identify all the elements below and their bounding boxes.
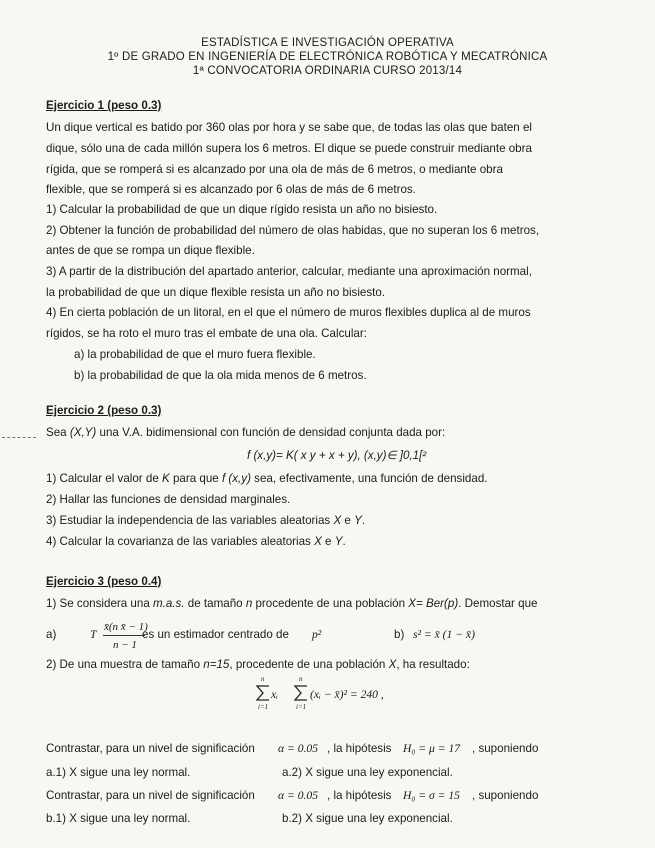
exam-degree-title: 1º DE GRADO EN INGENIERÍA DE ELECTRÓNICA ROBÓTICA Y MECATRÓNICA bbox=[107, 51, 548, 63]
exercise-2-title: Ejercicio 2 (peso 0.3) bbox=[46, 404, 162, 417]
contrast-2-alpha: α = 0.05 bbox=[278, 789, 318, 802]
contrast-2-hypothesis-label: , la hipótesis bbox=[327, 789, 392, 802]
sum-1-lower-limit: i=1 bbox=[258, 703, 269, 711]
estimator-symbol: T bbox=[90, 628, 97, 641]
estimator-fraction-denominator: n − 1 bbox=[113, 639, 137, 651]
exercise-1-subquestion-a: a) la probabilidad de que el muro fuera flexible. bbox=[74, 348, 316, 361]
exercise-1-question-2-cont: antes de que se rompa un dique flexible. bbox=[46, 244, 255, 257]
exercise-3-part-b-formula: s² = x̄ (1 − x̄) bbox=[413, 628, 475, 641]
exercise-1-text-line: Un dique vertical es batido por 360 olas por hora y se sabe que, de todas las olas que baten el bbox=[46, 121, 532, 134]
case-b1: b.1) X sigue una ley normal. bbox=[46, 812, 191, 825]
contrast-1-text: Contrastar, para un nivel de significación bbox=[46, 742, 255, 755]
contrast-1-suffix: , suponiendo bbox=[472, 742, 539, 755]
exercise-1-question-3: 3) A partir de la distribución del apartado anterior, calcular, mediante una aproximación normal, bbox=[46, 265, 532, 278]
exam-session-title: 1ª CONVOCATORIA ORDINARIA CURSO 2013/14 bbox=[192, 65, 463, 77]
exercise-2-question-2: 2) Hallar las funciones de densidad marginales. bbox=[46, 493, 291, 506]
exercise-1-question-1: 1) Calcular la probabilidad de que un dique rígido resista un año no bisiesto. bbox=[46, 203, 438, 216]
sum-2-upper-limit: n bbox=[299, 675, 303, 683]
contrast-1-hypothesis-label: , la hipótesis bbox=[327, 742, 392, 755]
exercise-1-text-line: rígida, que se romperá si es alcanzado por una ola de más de 6 metros, o mediante obra bbox=[46, 163, 503, 176]
exercise-3-part-a-text: es un estimador centrado de bbox=[142, 628, 289, 641]
exercise-3-question-2: 2) De una muestra de tamaño n=15, procedente de una población X, ha resultado: bbox=[46, 658, 470, 671]
exercise-1-question-3-cont: la probabilidad de que un dique flexible resista un año no bisiesto. bbox=[46, 286, 386, 299]
sum-1-term: xᵢ bbox=[271, 688, 278, 701]
exercise-1-text-line: dique, sólo una de cada millón supera los 6 metros. El dique se puede construir mediante obra bbox=[46, 142, 532, 155]
exam-subject-title: ESTADÍSTICA E INVESTIGACIÓN OPERATIVA bbox=[201, 37, 454, 49]
exercise-1-question-4-cont: rígidos, se ha roto el muro tras el embate de una ola. Calcular: bbox=[46, 327, 367, 340]
parameter-p-squared: p² bbox=[312, 628, 322, 641]
case-b2: b.2) X sigue una ley exponencial. bbox=[282, 812, 453, 825]
exercise-2-question-4: 4) Calcular la covarianza de las variables aleatorias X e Y. bbox=[46, 535, 346, 548]
exercise-1-question-2: 2) Obtener la función de probabilidad del número de olas habidas, que no superan los 6 metros, bbox=[46, 224, 540, 237]
contrast-2-suffix: , suponiendo bbox=[472, 789, 539, 802]
exercise-1-subquestion-b: b) la probabilidad de que la ola mida menos de 6 metros. bbox=[74, 369, 367, 382]
case-a2: a.2) X sigue una ley exponencial. bbox=[282, 766, 453, 779]
exercise-2-question-1: 1) Calcular el valor de K para que f (x,y) sea, efectivamente, una función de densidad. bbox=[46, 472, 488, 485]
exercise-3-part-a-label: a) bbox=[46, 628, 57, 641]
contrast-2-text: Contrastar, para un nivel de significación bbox=[46, 789, 255, 802]
exercise-3-question-1: 1) Se considera una m.a.s. de tamaño n procedente de una población X= Ber(p). Demostar que bbox=[46, 597, 538, 610]
exercise-3-part-b-label: b) bbox=[394, 628, 405, 641]
exercise-2-intro: Sea (X,Y) una V.A. bidimensional con función de densidad conjunta dada por: bbox=[46, 426, 446, 439]
exercise-3-title: Ejercicio 3 (peso 0.4) bbox=[46, 575, 162, 588]
sum-symbol-1 bbox=[256, 684, 270, 702]
sum-1-upper-limit: n bbox=[261, 675, 265, 683]
contrast-1-alpha: α = 0.05 bbox=[278, 742, 318, 755]
exercise-1-question-4: 4) En cierta población de un litoral, en el que el número de muros flexibles duplica al de muros bbox=[46, 306, 531, 319]
margin-mark bbox=[2, 437, 36, 438]
fraction-bar bbox=[103, 635, 145, 636]
contrast-2-hypothesis: H₀ = σ = 15 bbox=[403, 789, 460, 802]
exercise-2-question-3: 3) Estudiar la independencia de las variables aleatorias X e Y. bbox=[46, 514, 366, 527]
contrast-1-hypothesis: H₀ = μ = 17 bbox=[403, 742, 461, 755]
sum-symbol-2 bbox=[294, 684, 308, 702]
sum-2-expression: (xᵢ − x̄)² = 240 , bbox=[310, 688, 384, 701]
sum-2-lower-limit: i=1 bbox=[296, 703, 307, 711]
case-a1: a.1) X sigue una ley normal. bbox=[46, 766, 191, 779]
exercise-2-density-formula: f (x,y)= K( x y + x + y), (x,y)∈ ]0,1[² bbox=[247, 449, 427, 462]
estimator-fraction-numerator: x̄(n x̄ − 1) bbox=[104, 621, 148, 633]
exercise-1-text-line: flexible, que se romperá si es alcanzado por 6 olas de más de 6 metros. bbox=[46, 183, 416, 196]
exercise-1-title: Ejercicio 1 (peso 0.3) bbox=[46, 99, 162, 112]
